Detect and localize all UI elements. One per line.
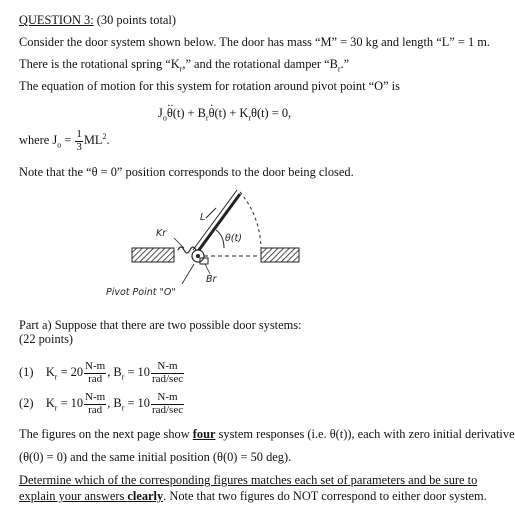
door-leaf: [196, 194, 240, 254]
spring-units: $\frac{N-m}{\text{rad}}$: [85, 391, 106, 416]
question-header: [19, 14, 176, 26]
label-length: L: [200, 212, 206, 223]
figures-line-2: (θ(0) = 0) and the same initial position (θ(0) = 50 deg).: [19, 450, 292, 464]
damper-units: $\frac{N-m}{\text{rad/sec}}$: [151, 391, 184, 416]
part-a-line-2: (22 points): [19, 332, 74, 346]
one-third-fraction: $\frac{1}{3}$: [76, 128, 82, 153]
right-wall: [261, 248, 299, 262]
intro-line-1: Consider the door system shown below. The door has mass “M” = 30 kg and length “L” = 1 m.: [19, 35, 490, 49]
spring-units: $\frac{N-m}{\text{rad}}$: [85, 360, 106, 385]
system-1: (1) $K_r = 20$ $\frac{N-m}{\text{rad}}$ , $B_r = 10$ $\frac{N-m}{\text{rad/sec}}$: [19, 360, 184, 385]
label-spring: Kr: [156, 228, 167, 239]
system-number: (2): [19, 395, 34, 410]
spring-leader: [174, 238, 184, 248]
question-points: (30 points total): [96, 13, 176, 27]
left-wall: [132, 248, 174, 262]
question-title: QUESTION 3:: [19, 13, 94, 27]
pivot-center-icon: [196, 254, 200, 258]
system-number: (1): [19, 364, 34, 379]
intro-line-3: The equation of motion for this system for rotation around pivot point “O” is: [19, 79, 400, 93]
determine-line-1: Determine which of the corresponding figures matches each set of parameters and be sure to: [19, 473, 478, 487]
determine-line-2: explain your answers clearly. Note that two figures do NOT correspond to either door system.: [19, 489, 487, 503]
closed-position-note: Note that the “θ = 0” position corresponds to the door being closed.: [19, 165, 354, 179]
emphasis-four: four: [192, 427, 216, 441]
damper-units: $\frac{N-m}{\text{rad/sec}}$: [151, 360, 184, 385]
label-pivot: Pivot Point "O": [106, 287, 176, 298]
swing-arc: [240, 192, 261, 248]
theta-arc: [216, 230, 224, 248]
damper-leader: [205, 264, 210, 274]
system-2: (2) $K_r = 10$ $\frac{N-m}{\text{rad}}$ , $B_r = 10$ $\frac{N-m}{\text{rad/sec}}$: [19, 391, 184, 416]
inertia-definition: where $J_o$ = $\frac{1}{3}$ $ML^2$.: [19, 128, 110, 153]
intro-line-2: There is the rotational spring “$K_r$,” and the rotational damper “$B_r$.”: [19, 57, 350, 74]
figures-line-1: The figures on the next page show four system responses (i.e. θ(t)), each with zero initial derivative: [19, 427, 515, 441]
length-marker: [206, 208, 216, 218]
equation-of-motion: $J_o\cdot\cdot \theta(t) + B_r\cdot \theta(t) + K_r\theta(t) = 0$,: [158, 107, 291, 122]
label-damper: Br: [206, 274, 217, 285]
label-theta: θ(t): [225, 233, 242, 244]
part-a-line-1: Part a) Suppose that there are two possible door systems:: [19, 318, 302, 332]
emphasis-clearly: clearly: [127, 489, 164, 503]
door-system-diagram: [100, 188, 310, 300]
pivot-leader: [182, 264, 194, 284]
